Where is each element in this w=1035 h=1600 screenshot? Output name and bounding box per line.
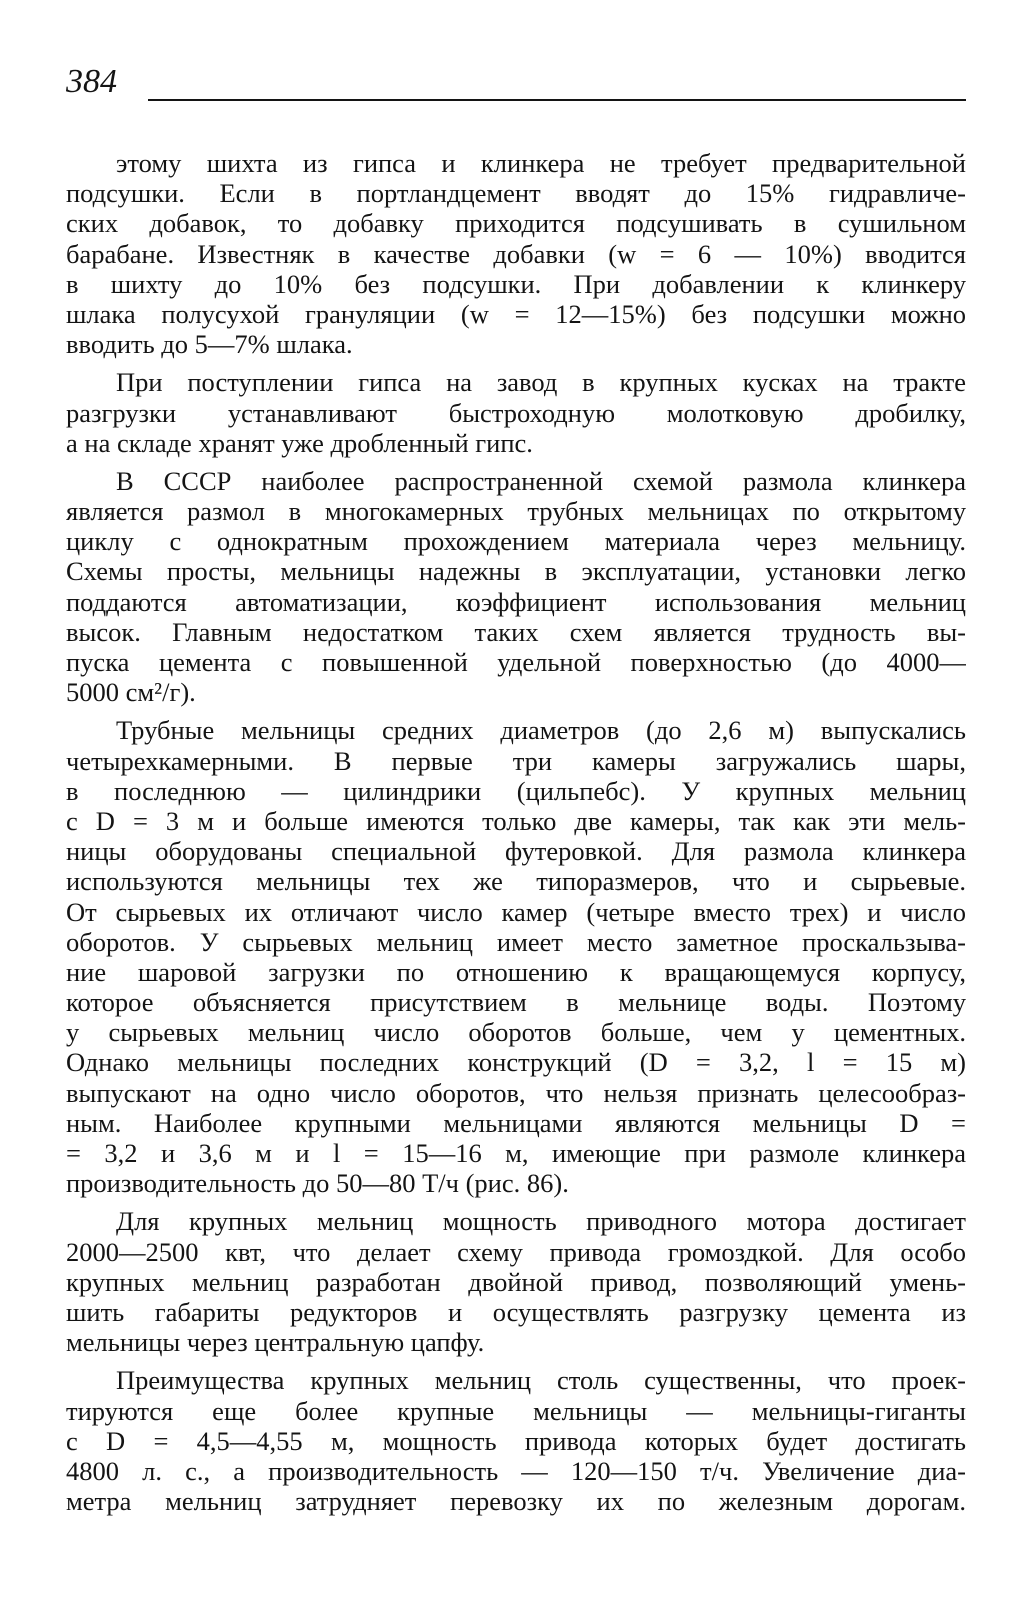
text-line: Для крупных мельниц мощность приводного мотора достигает bbox=[116, 1206, 966, 1237]
text-line: пуска цемента с повышенной удельной поверхностью (до 4000— bbox=[66, 647, 966, 677]
page-header bbox=[66, 58, 966, 108]
text-line: выпускают на одно число оборотов, что нельзя признать целесообраз- bbox=[66, 1077, 966, 1108]
text-line: циклу с однократным прохождением материала через мельницу. bbox=[66, 526, 966, 557]
text-line: барабане. Известняк в качестве добавки (w = 6 — 10%) вводится bbox=[66, 238, 966, 269]
paragraph bbox=[66, 466, 966, 708]
text-line: Преимущества крупных мельниц столь существенны, что проек- bbox=[116, 1365, 966, 1396]
text-line: 5000 см²/г). bbox=[66, 677, 196, 708]
text-line: тируются еще более крупные мельницы — мельницы-гиганты bbox=[66, 1395, 966, 1426]
text-line: Однако мельницы последних конструкций (D = 3,2, l = 15 м) bbox=[66, 1047, 966, 1078]
page-number: 384 bbox=[66, 63, 117, 100]
text-line: подсушки. Если в портландцемент вводят до 15% гидравличе- bbox=[66, 178, 966, 209]
text-line: ских добавок, то добавку приходится подсушивать в сушильном bbox=[66, 208, 966, 239]
text-line: В СССР наиболее распространенной схемой размола клинкера bbox=[116, 465, 966, 496]
text-line: вводить до 5—7% шлака. bbox=[66, 329, 353, 360]
text-line: ницы оборудованы специальной футеровкой. Для размола клинкера bbox=[66, 836, 966, 867]
text-line: = 3,2 и 3,6 м и l = 15—16 м, имеющие при размоле клинкера bbox=[66, 1138, 966, 1168]
text-line: От сырьевых их отличают число камер (четыре вместо трех) и число bbox=[66, 896, 966, 927]
text-line: используются мельницы тех же типоразмеров, что и сырьевые. bbox=[66, 866, 966, 897]
text-line: а на складе хранят уже дробленный гипс. bbox=[66, 427, 533, 458]
text-line: мельницы через центральную цапфу. bbox=[66, 1327, 485, 1358]
text-line: метра мельниц затрудняет перевозку их по железным дорогам. bbox=[66, 1486, 966, 1517]
text-line: Схемы просты, мельницы надежны в эксплуатации, установки легко bbox=[66, 556, 966, 587]
text-line: разгрузки устанавливают быстроходную молотковую дробилку, bbox=[66, 397, 966, 428]
text-body bbox=[66, 148, 966, 1516]
text-line: шлака полусухой грануляции (w = 12—15%) без подсушки можно bbox=[66, 298, 966, 329]
paragraph bbox=[66, 148, 966, 359]
text-line: в последнюю — цилиндрики (цильпебс). У крупных мельниц bbox=[66, 775, 966, 806]
text-line: четырехкамерными. В первые три камеры загружались шары, bbox=[66, 745, 966, 776]
text-line: ным. Наиболее крупными мельницами являются мельницы D = bbox=[66, 1107, 966, 1138]
text-line: этому шихта из гипса и клинкера не требует предварительной bbox=[116, 148, 966, 178]
text-line: у сырьевых мельниц число оборотов больше, чем у цементных. bbox=[66, 1017, 966, 1048]
paragraph bbox=[66, 1365, 966, 1516]
text-line: ние шаровой загрузки по отношению к вращающемуся корпусу, bbox=[66, 956, 966, 987]
paragraph bbox=[66, 715, 966, 1198]
text-line: производительность до 50—80 Т/ч (рис. 86). bbox=[66, 1168, 569, 1199]
text-line: является размол в многокамерных трубных мельницах по открытому bbox=[66, 496, 966, 527]
text-line: крупных мельниц разработан двойной привод, позволяющий умень- bbox=[66, 1266, 966, 1297]
text-line: с D = 3 м и больше имеются только две камеры, так как эти мель- bbox=[66, 805, 966, 836]
text-line: поддаются автоматизации, коэффициент использования мельниц bbox=[66, 586, 966, 617]
text-line: в шихту до 10% без подсушки. При добавлении к клинкеру bbox=[66, 268, 966, 299]
paragraph bbox=[66, 367, 966, 458]
text-line: высок. Главным недостатком таких схем является трудность вы- bbox=[66, 616, 966, 647]
text-line: Трубные мельницы средних диаметров (до 2,6 м) выпускались bbox=[116, 715, 966, 746]
text-line: 2000—2500 квт, что делает схему привода громоздкой. Для особо bbox=[66, 1236, 966, 1267]
text-line: При поступлении гипса на завод в крупных кусках на тракте bbox=[116, 367, 966, 398]
text-line: с D = 4,5—4,55 м, мощность привода которых будет достигать bbox=[66, 1425, 966, 1456]
text-line: оборотов. У сырьевых мельниц имеет место заметное проскальзыва- bbox=[66, 926, 966, 957]
text-line: которое объясняется присутствием в мельнице воды. Поэтому bbox=[66, 987, 966, 1018]
text-line: шить габариты редукторов и осуществлять разгрузку цемента из bbox=[66, 1296, 966, 1327]
text-line: 4800 л. с., а производительность — 120—150 т/ч. Увеличение диа- bbox=[66, 1455, 966, 1486]
header-rule bbox=[148, 99, 966, 101]
paragraph bbox=[66, 1206, 966, 1357]
